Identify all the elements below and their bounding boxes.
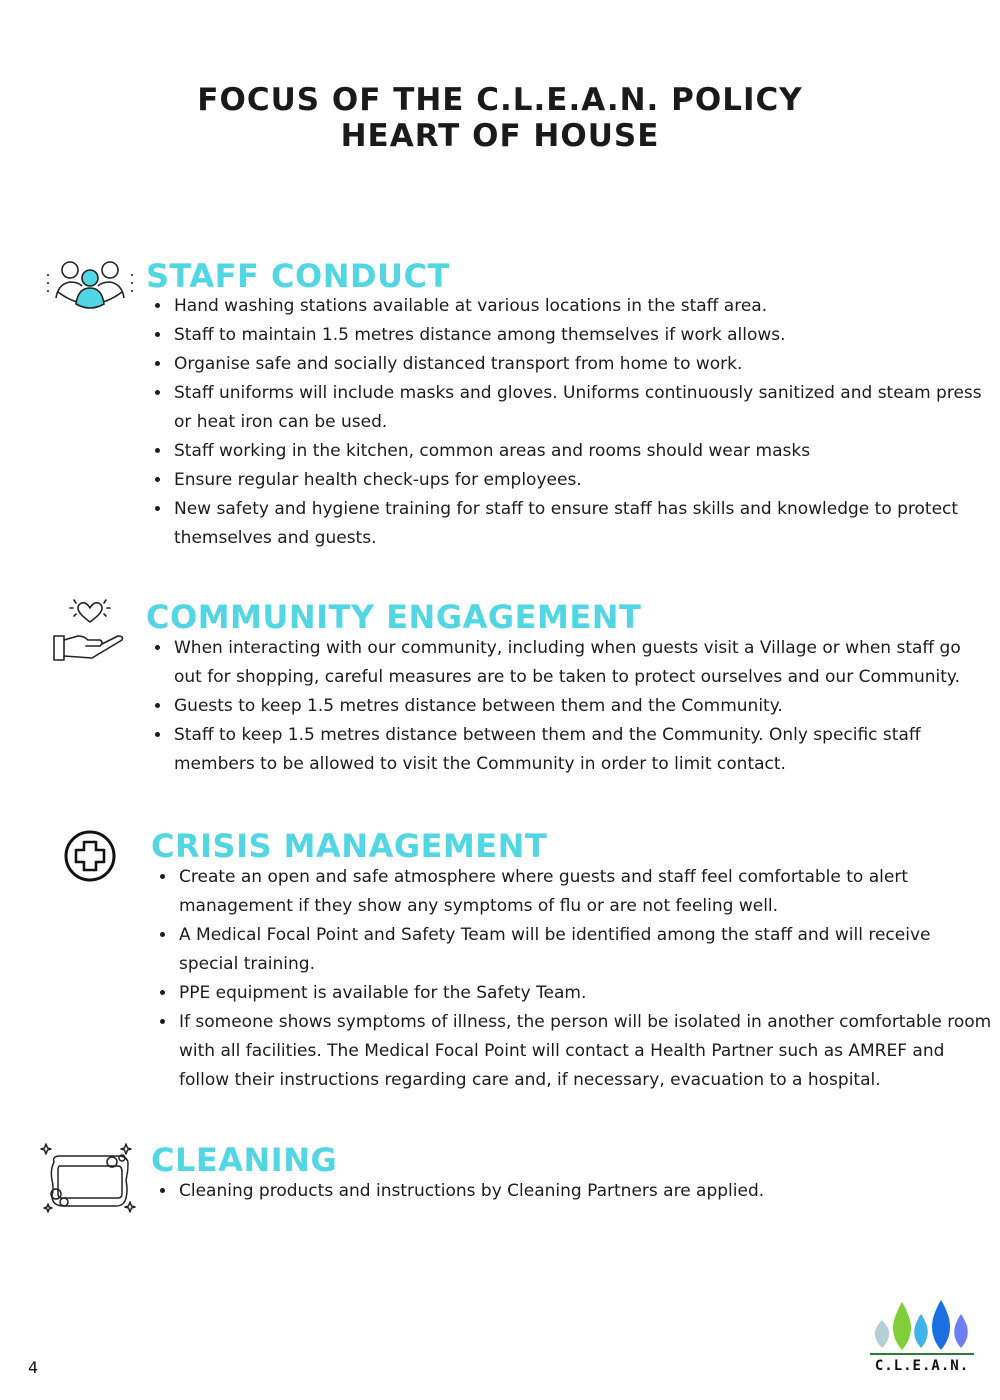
list-item: • Staff working in the kitchen, common areas and rooms should wear masks [172, 437, 992, 466]
medical-cross-icon [62, 828, 118, 884]
tree-leaves-icon [862, 1298, 982, 1360]
list-item: • Organise safe and socially distanced transport from home to work. [172, 350, 992, 379]
list-item: • Create an open and safe atmosphere where guests and staff feel comfortable to alert management if they show any symptoms of flu or are not feeling well. [177, 863, 992, 921]
page-title [0, 82, 1000, 154]
list-item: • Staff uniforms will include masks and gloves. Uniforms continuously sanitized and steam press or heat iron can be used. [172, 379, 992, 437]
staff-conduct-list [146, 292, 992, 553]
list-item: • New safety and hygiene training for staff to ensure staff has skills and knowledge to protect themselves and guests. [172, 495, 992, 553]
staff-conduct-heading: STAFF CONDUCT [146, 257, 450, 295]
logo-text: C.L.E.A.N. [874, 1358, 970, 1374]
community-engagement-list [146, 634, 992, 779]
sponge-sparkle-icon [38, 1140, 142, 1220]
cleaning-heading: CLEANING [151, 1141, 338, 1179]
list-item: • Staff to keep 1.5 metres distance between them and the Community. Only specific staff members to be allowed to visit the Community in order to limit contact. [172, 721, 992, 779]
heart-hand-icon [52, 596, 128, 666]
page-title-line-2: HEART OF HOUSE [340, 118, 660, 154]
list-item: • Hand washing stations available at various locations in the staff area. [172, 292, 992, 321]
list-item: • PPE equipment is available for the Safety Team. [177, 979, 992, 1008]
clean-logo [862, 1298, 982, 1380]
list-item: • If someone shows symptoms of illness, the person will be isolated in another comfortable room with all facilities. The Medical Focal Point will contact a Health Partner such as AMREF and follow their instructions regarding care and, if necessary, evacuation to a hospital. [177, 1008, 992, 1095]
list-item: • Cleaning products and instructions by Cleaning Partners are applied. [177, 1177, 992, 1206]
crisis-management-list [151, 863, 992, 1095]
page-number: 4 [28, 1358, 39, 1377]
page-title-line-1: FOCUS OF THE C.L.E.A.N. POLICY [197, 82, 803, 118]
cleaning-list [151, 1177, 992, 1206]
list-item: • A Medical Focal Point and Safety Team will be identified among the staff and will receive special training. [177, 921, 992, 979]
list-item: • Ensure regular health check-ups for employees. [172, 466, 992, 495]
crisis-management-heading: CRISIS MANAGEMENT [151, 827, 548, 865]
community-engagement-heading: COMMUNITY ENGAGEMENT [146, 598, 642, 636]
list-item: • Staff to maintain 1.5 metres distance among themselves if work allows. [172, 321, 992, 350]
people-group-icon [46, 260, 134, 316]
list-item: • When interacting with our community, including when guests visit a Village or when staff go out for shopping, careful measures are to be taken to protect ourselves and our Community. [172, 634, 992, 692]
list-item: • Guests to keep 1.5 metres distance between them and the Community. [172, 692, 992, 721]
